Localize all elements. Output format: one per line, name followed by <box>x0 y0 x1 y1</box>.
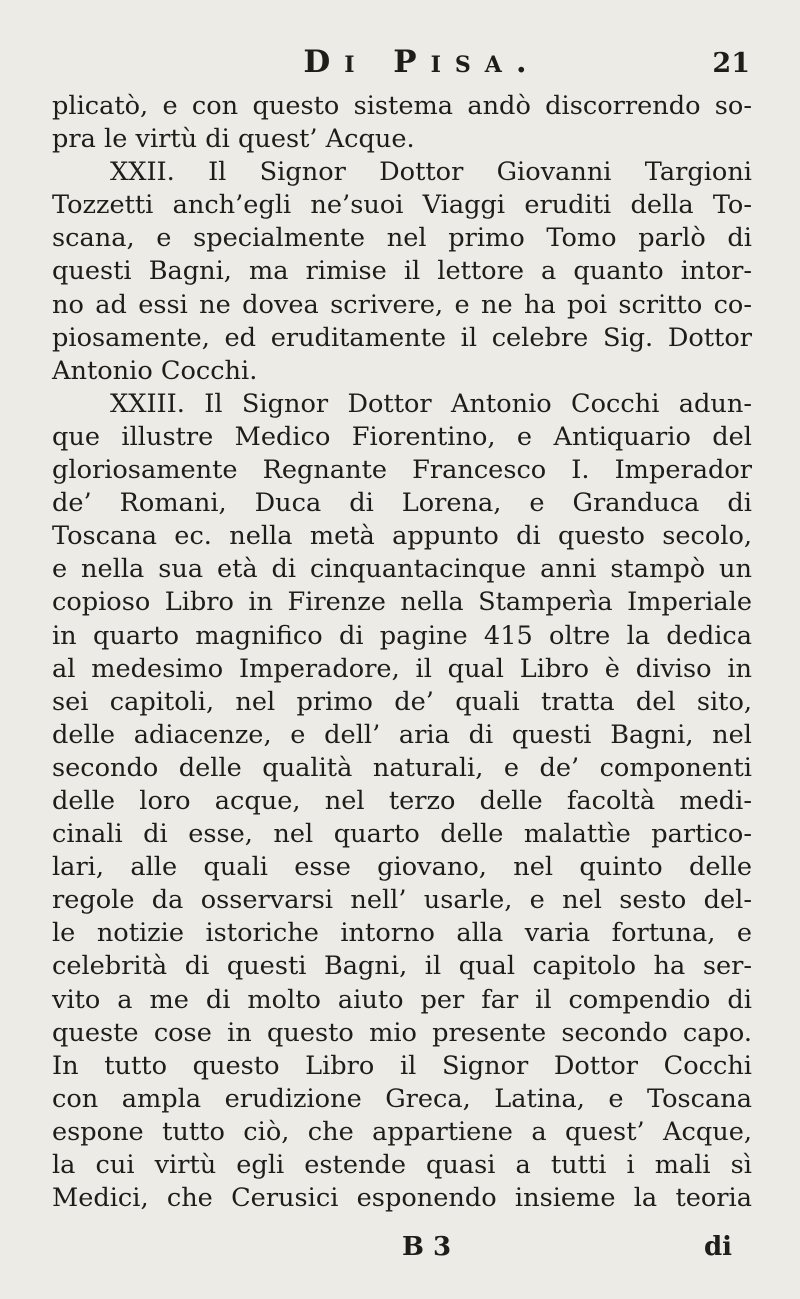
text-line: piosamente, ed eruditamente il celebre Sig. Dottor <box>52 322 752 353</box>
text-line: sei capitoli, nel primo de’ quali tratta del sito, <box>52 686 752 717</box>
paragraph-xxii-start: XXII. Il Signor Dottor Giovanni Targioni <box>110 157 752 188</box>
text-line: la cui virtù egli estende quasi a tutti i mali sì <box>52 1150 752 1180</box>
text-line: secondo delle qualità naturali, e de’ componenti <box>52 752 752 783</box>
text-line: e nella sua età di cinquantacinque anni stampò un <box>52 554 752 585</box>
text-line: questi Bagni, ma rimise il lettore a quanto intor- <box>52 256 752 287</box>
page-number: 21 <box>712 48 750 79</box>
text-line: Tozzetti anch’egli ne’suoi Viaggi eruditi della To- <box>52 190 752 221</box>
text-line: lari, alle quali esse giovano, nel quinto delle <box>52 852 752 883</box>
text-line: no ad essi ne dovea scrivere, e ne ha poi scritto co- <box>52 289 752 320</box>
page-header <box>52 22 752 84</box>
text-line: In tutto questo Libro il Signor Dottor Cocchi <box>52 1050 752 1081</box>
text-line: al medesimo Imperadore, il qual Libro è diviso in <box>52 653 752 684</box>
text-line: in quarto magnifico di pagine 415 oltre la dedica <box>52 620 752 651</box>
text-line: delle loro acque, nel terzo delle facoltà medi- <box>52 785 752 816</box>
page-footer <box>52 1232 752 1272</box>
text-line: pra le virtù di quest’ Acque. <box>52 124 415 155</box>
text-line: espone tutto ciò, che appartiene a quest’ Acque, <box>52 1116 752 1147</box>
text-line: le notizie istoriche intorno alla varia fortuna, e <box>52 918 752 949</box>
paragraph-xxiii-start: XXIII. Il Signor Dottor Antonio Cocchi adun- <box>110 388 752 419</box>
text-line: con ampla erudizione Greca, Latina, e Toscana <box>52 1083 752 1114</box>
text-line: vito a me di molto aiuto per far il compendio di <box>52 984 752 1015</box>
text-line: Antonio Cocchi. <box>52 355 258 386</box>
text-line: Toscana ec. nella metà appunto di questo secolo, <box>52 521 752 552</box>
text-line: plicatò, e con questo sistema andò discorrendo so- <box>52 91 752 121</box>
text-line: scana, e specialmente nel primo Tomo parlò di <box>52 223 752 254</box>
text-line: gloriosamente Regnante Francesco I. Imperador <box>52 455 752 486</box>
text-line: delle adiacenze, e dell’ aria di questi Bagni, nel <box>52 719 752 750</box>
running-head: Di Pisa. <box>303 44 541 80</box>
body-text <box>52 90 752 1215</box>
text-line: copioso Libro in Firenze nella Stamperìa Imperiale <box>52 587 752 618</box>
text-line: regole da osservarsi nell’ usarle, e nel sesto del- <box>52 885 752 916</box>
text-line: cinali di esse, nel quarto delle malattìe partico- <box>52 819 752 850</box>
text-line: Medici, che Cerusici esponendo insieme la teoria <box>52 1183 752 1214</box>
text-line: de’ Romani, Duca di Lorena, e Granduca di <box>52 488 752 519</box>
text-line: que illustre Medico Fiorentino, e Antiquario del <box>52 421 752 452</box>
text-line: celebrità di questi Bagni, il qual capitolo ha ser- <box>52 951 752 982</box>
signature-mark: B 3 <box>402 1232 452 1262</box>
catchword: di <box>703 1232 732 1262</box>
text-line: queste cose in questo mio presente secondo capo. <box>52 1017 752 1048</box>
